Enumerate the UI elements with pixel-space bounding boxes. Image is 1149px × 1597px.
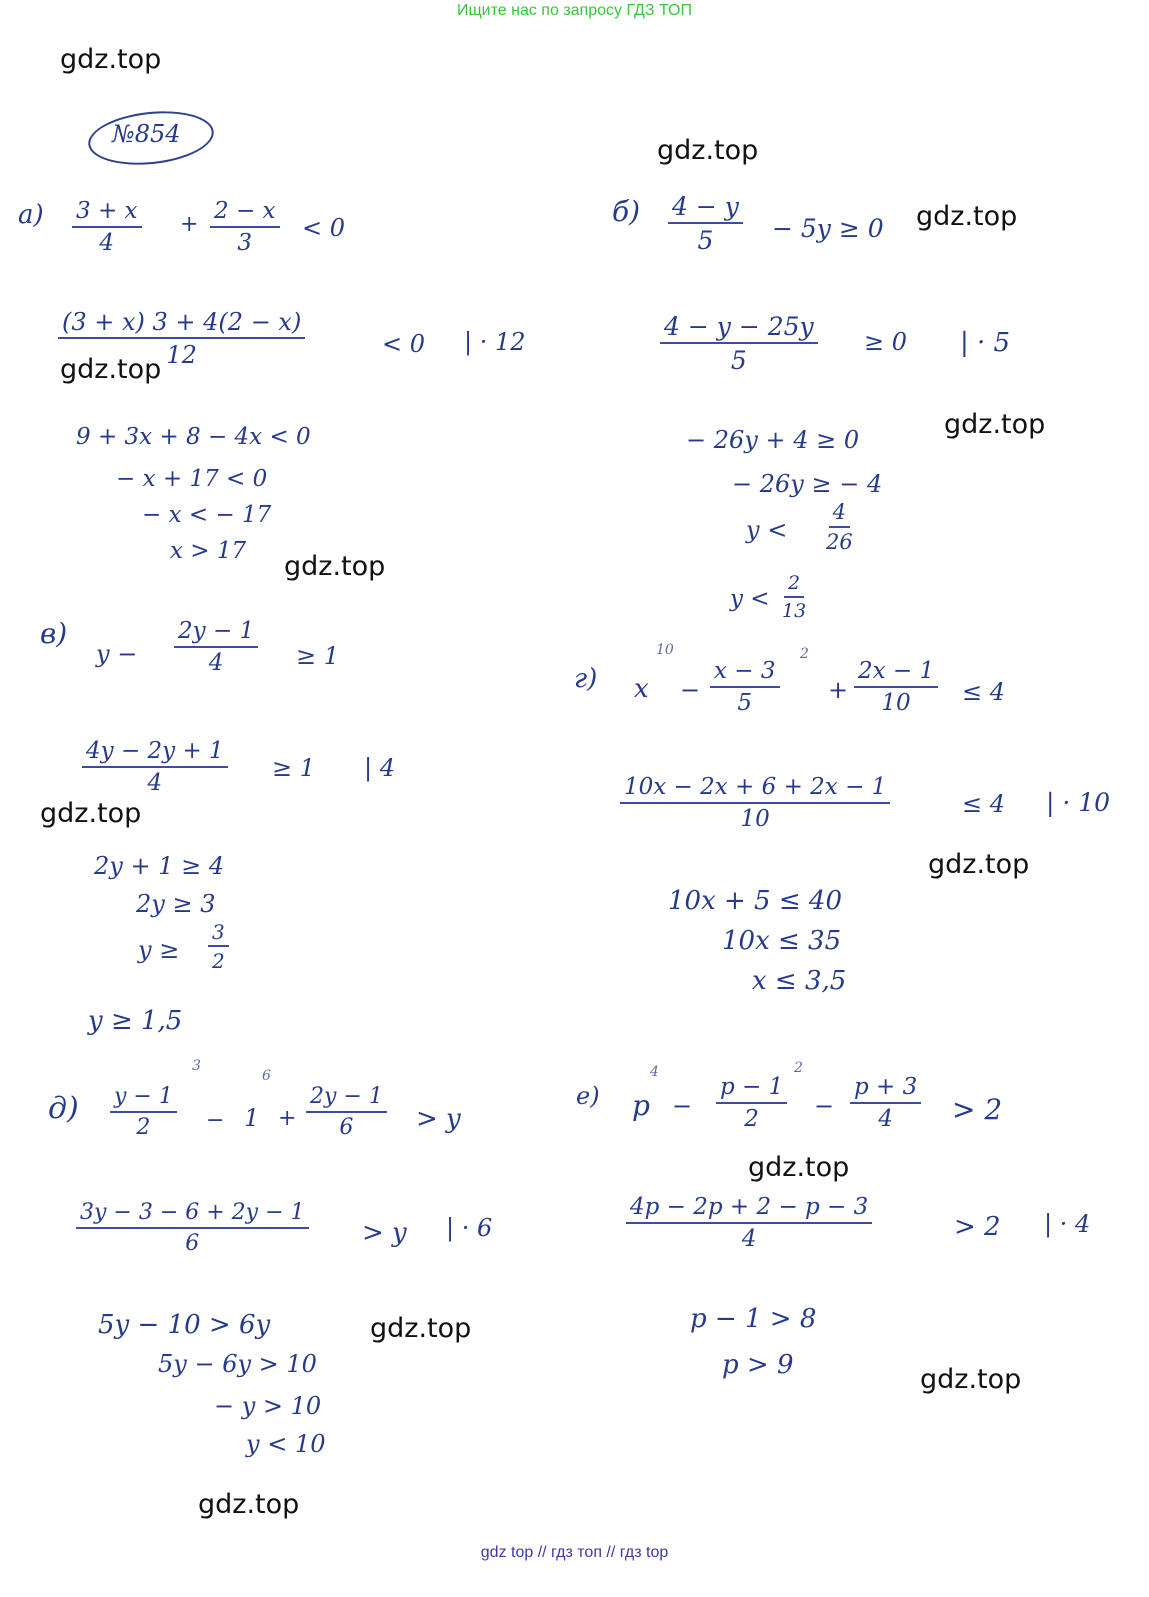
fraction-denominator: 6 (339, 1115, 354, 1140)
watermark: gdz.top (944, 409, 1046, 440)
watermark: gdz.top (284, 551, 386, 582)
fraction-numerator: 4 − y (668, 194, 743, 224)
superscript: 6 (262, 1068, 271, 1084)
part-g-label: г) (574, 664, 598, 694)
fraction-denominator: 4 (741, 1226, 757, 1252)
step: − x + 17 < 0 (116, 466, 268, 492)
step: 10x ≤ 35 (722, 926, 842, 956)
fraction-numerator: 2x − 1 (854, 660, 938, 688)
relation: ≥ 0 (864, 328, 908, 356)
part-e-fraction-2 (850, 1076, 921, 1131)
operator: − (672, 1092, 693, 1120)
fraction-denominator: 4 (878, 1106, 893, 1132)
watermark: gdz.top (928, 849, 1030, 880)
result: y ≥ 1,5 (88, 1006, 183, 1036)
fraction-denominator: 5 (697, 226, 714, 255)
expression-lhs: y − (96, 640, 138, 668)
step: 2y ≥ 3 (136, 890, 216, 918)
fraction-numerator: 2 (784, 574, 804, 598)
relation: > 2 (954, 1212, 1001, 1242)
step: 9 + 3x + 8 − 4x < 0 (76, 424, 311, 450)
fraction-numerator: 4p − 2p + 2 − p − 3 (626, 1196, 872, 1224)
watermark: gdz.top (40, 798, 142, 829)
part-g-fraction-2 (854, 660, 938, 715)
operator: − (814, 1092, 835, 1120)
step: 5y − 6y > 10 (158, 1350, 317, 1378)
multiplier: | · 12 (464, 328, 526, 356)
fraction-numerator: 3y − 3 − 6 + 2y − 1 (76, 1202, 309, 1229)
operator: + (180, 212, 199, 237)
step: − 26y + 4 ≥ 0 (686, 426, 860, 454)
multiplier: | · 6 (446, 1214, 493, 1242)
watermark: gdz.top (198, 1489, 300, 1520)
part-d-fraction-1 (110, 1086, 177, 1139)
part-e-combined-fraction (626, 1196, 872, 1251)
fraction-denominator: 2 (744, 1106, 759, 1132)
superscript: 4 (650, 1064, 659, 1080)
fraction-denominator: 13 (782, 600, 807, 622)
part-a-label: а) (18, 200, 44, 230)
step: x ≤ 3,5 (752, 966, 847, 996)
fraction-numerator: 2y − 1 (174, 620, 258, 648)
step-lhs: y ≥ (138, 936, 180, 964)
fraction-numerator: x − 3 (710, 660, 780, 688)
part-g-combined-fraction (620, 776, 890, 831)
operator: + (828, 676, 849, 704)
fraction-numerator: 4 − y − 25y (660, 314, 818, 344)
part-g-fraction-1 (710, 660, 780, 715)
fraction-denominator: 6 (185, 1231, 200, 1256)
fraction-numerator: 3 + x (72, 200, 142, 228)
part-b-fraction (668, 194, 743, 253)
watermark: gdz.top (657, 135, 759, 166)
variable: x (634, 674, 649, 704)
part-v-fraction (174, 620, 258, 675)
part-a-combined-fraction (58, 310, 305, 367)
part-a-fraction-1 (72, 200, 142, 255)
fraction-denominator: 10 (740, 806, 770, 832)
fraction-denominator: 5 (730, 346, 747, 375)
fraction-numerator: y − 1 (110, 1086, 177, 1113)
step-lhs: y < (746, 516, 788, 544)
operator: + (278, 1106, 297, 1131)
fraction-denominator: 2 (212, 949, 225, 973)
part-v-combined-fraction (82, 740, 228, 795)
fraction-denominator: 2 (136, 1115, 151, 1140)
superscript: 3 (192, 1058, 201, 1074)
superscript: 2 (800, 646, 809, 662)
part-b-combined-fraction (660, 314, 818, 373)
watermark: gdz.top (60, 44, 162, 75)
footer-links[interactable]: gdz top // гдз топ // гдз top (480, 1544, 669, 1561)
fraction-numerator: 2y − 1 (306, 1086, 387, 1113)
fraction-denominator: 3 (237, 230, 253, 256)
step: − 26y ≥ − 4 (732, 470, 883, 498)
multiplier: | · 5 (960, 328, 1011, 358)
step: 5y − 10 > 6y (98, 1310, 271, 1340)
superscript: 10 (656, 642, 674, 658)
multiplier: | · 10 (1046, 788, 1111, 817)
part-d-combined-fraction (76, 1202, 309, 1255)
superscript: 2 (794, 1060, 803, 1076)
fraction-denominator: 4 (208, 650, 224, 676)
step: 10x + 5 ≤ 40 (668, 886, 843, 916)
fraction-denominator: 5 (737, 690, 753, 716)
result-fraction (782, 574, 806, 621)
fraction-numerator: 3 (208, 922, 229, 947)
fraction-numerator: 4y − 2y + 1 (82, 740, 228, 768)
result-lhs: y < (730, 586, 770, 612)
step: − x < − 17 (142, 502, 272, 528)
step: y < 10 (246, 1430, 326, 1458)
relation: > y (416, 1104, 461, 1134)
watermark: gdz.top (370, 1313, 472, 1344)
part-b-label: б) (612, 195, 641, 228)
watermark: gdz.top (60, 354, 162, 385)
relation: < 0 (382, 330, 426, 358)
relation: ≤ 4 (962, 678, 1006, 706)
operator: − (206, 1108, 225, 1133)
relation: ≥ 1 (272, 754, 316, 782)
relation: ≥ 1 (296, 642, 340, 670)
multiplier: | · 4 (1044, 1210, 1091, 1238)
part-v-label: в) (40, 617, 68, 650)
part-e-label: е) (576, 1082, 600, 1110)
relation: ≤ 4 (962, 790, 1006, 818)
watermark: gdz.top (920, 1364, 1022, 1395)
fraction-denominator: 12 (166, 341, 197, 369)
fraction-denominator: 10 (881, 690, 911, 716)
relation: > y (362, 1218, 407, 1248)
term: 1 (244, 1104, 260, 1132)
watermark: gdz.top (916, 201, 1018, 232)
fraction-denominator: 4 (147, 770, 163, 796)
operator: − (680, 676, 701, 704)
fraction-numerator: (3 + x) 3 + 4(2 − x) (58, 310, 305, 339)
part-d-fraction-2 (306, 1086, 387, 1139)
relation: < 0 (302, 214, 346, 242)
variable: p (632, 1089, 650, 1122)
step: − y > 10 (214, 1392, 322, 1420)
watermark: gdz.top (748, 1152, 850, 1183)
step: 2y + 1 ≥ 4 (94, 852, 225, 880)
fraction-denominator: 26 (826, 530, 853, 554)
step-fraction (826, 502, 853, 553)
relation: > 2 (952, 1093, 1003, 1126)
part-e-fraction-1 (716, 1076, 787, 1131)
fraction-numerator: 2 − x (210, 200, 280, 228)
fraction-numerator: 10x − 2x + 6 + 2x − 1 (620, 776, 890, 804)
step: p − 1 > 8 (690, 1304, 817, 1334)
problem-number: №854 (112, 120, 181, 148)
fraction-numerator: p + 3 (850, 1076, 921, 1104)
step: p > 9 (722, 1350, 794, 1380)
expression: − 5y ≥ 0 (772, 214, 884, 243)
top-banner[interactable]: Ищите нас по запросу ГДЗ ТОП (457, 2, 692, 19)
step: x > 17 (170, 538, 247, 564)
fraction-numerator: 4 (829, 502, 850, 528)
multiplier: | 4 (364, 754, 395, 782)
fraction-numerator: p − 1 (716, 1076, 787, 1104)
fraction-denominator: 4 (99, 230, 115, 256)
step-fraction (208, 922, 229, 971)
part-a-fraction-2 (210, 200, 280, 255)
part-d-label: д) (48, 1091, 79, 1126)
